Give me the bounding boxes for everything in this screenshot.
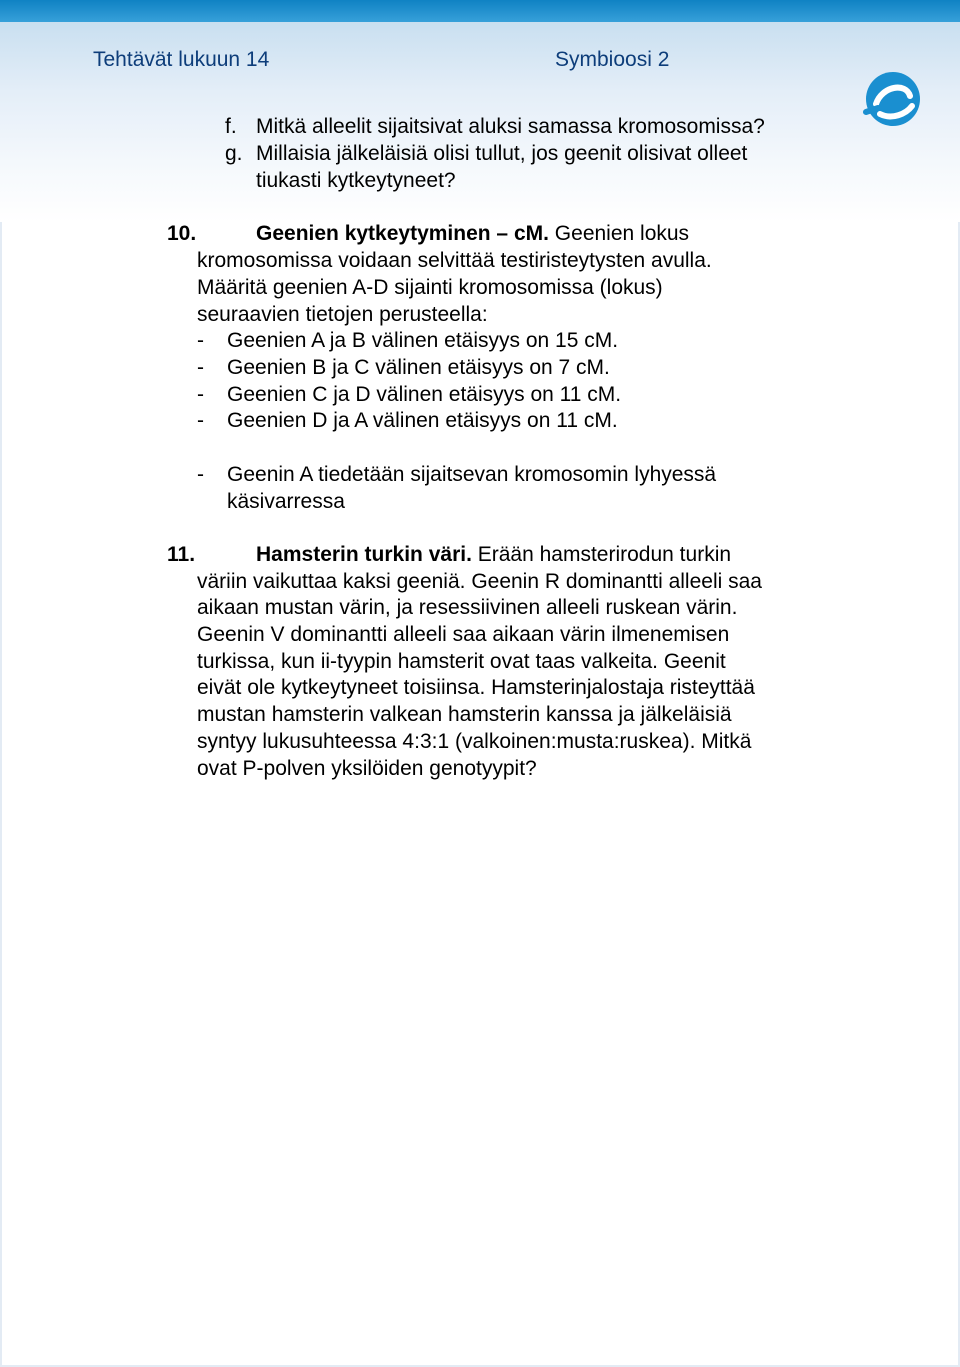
item-f-marker: f. — [225, 115, 237, 138]
task10-line3: Määritä geenien A-D sijainti kromosomissa (lokus) — [197, 276, 663, 299]
header-left-title: Tehtävät lukuun 14 — [93, 48, 270, 71]
task11-line: Geenin V dominantti alleeli saa aikaan värin ilmenemisen — [197, 623, 730, 646]
top-accent-bar — [0, 0, 960, 22]
bullet-marker: - — [197, 463, 204, 486]
task11-number: 11. — [167, 543, 196, 566]
task10-extra-line1: Geenin A tiedetään sijaitsevan kromosomin lyhyessä — [227, 463, 717, 486]
bullet-marker: - — [197, 356, 204, 379]
task11-line: aikaan mustan värin, ja resessiivinen alleeli ruskean värin. — [197, 596, 738, 619]
task10-line4: seuraavien tietojen perusteella: — [197, 303, 488, 326]
task10-bullet-text: Geenien A ja B välinen etäisyys on 15 cM. — [227, 329, 619, 352]
bullet-marker: - — [197, 383, 204, 406]
header-right-title: Symbioosi 2 — [555, 48, 670, 71]
item-g-line1: Millaisia jälkeläisiä olisi tullut, jos geenit olisivat olleet — [256, 142, 748, 165]
task11-title: Hamsterin turkin väri. — [256, 543, 472, 566]
task11-line: turkissa, kun ii-tyypin hamsterit ovat taas valkeita. Geenit — [197, 650, 726, 673]
task10-bullet-text: Geenien D ja A välinen etäisyys on 11 cM. — [227, 409, 618, 432]
task11-line: eivät ole kytkeytyneet toisiinsa. Hamsterinjalostaja risteyttää — [197, 676, 755, 699]
task11-line1-rest: Erään hamsterirodun turkin — [471, 543, 732, 566]
task10-heading-text — [256, 221, 689, 247]
task10-bullet-text: Geenien B ja C välinen etäisyys on 7 cM. — [227, 356, 610, 379]
task10-number: 10. — [167, 222, 197, 245]
task10-title: Geenien kytkeytyminen – cM. — [256, 222, 549, 245]
task11-line: ovat P-polven yksilöiden genotyypit? — [197, 757, 537, 780]
item-g-line2: tiukasti kytkeytyneet? — [256, 169, 456, 192]
task10-line1-rest: Geenien lokus — [548, 222, 690, 245]
task10-extra-line2: käsivarressa — [227, 490, 345, 513]
task11-heading-text — [256, 542, 731, 568]
task11-line: mustan hamsterin valkean hamsterin kanssa ja jälkeläisiä — [197, 703, 732, 726]
task11-line: syntyy lukusuhteessa 4:3:1 (valkoinen:musta:ruskea). Mitkä — [197, 730, 752, 753]
task10-line2: kromosomissa voidaan selvittää testiristeytysten avulla. — [197, 249, 712, 272]
e-logo-icon — [862, 68, 920, 130]
bullet-marker: - — [197, 409, 204, 432]
item-g-marker: g. — [225, 142, 243, 165]
task10-bullet-text: Geenien C ja D välinen etäisyys on 11 cM. — [227, 383, 622, 406]
bullet-marker: - — [197, 329, 204, 352]
item-f-text: Mitkä alleelit sijaitsivat aluksi samassa kromosomissa? — [256, 115, 765, 138]
task11-line: väriin vaikuttaa kaksi geeniä. Geenin R dominantti alleeli saa — [197, 570, 762, 593]
